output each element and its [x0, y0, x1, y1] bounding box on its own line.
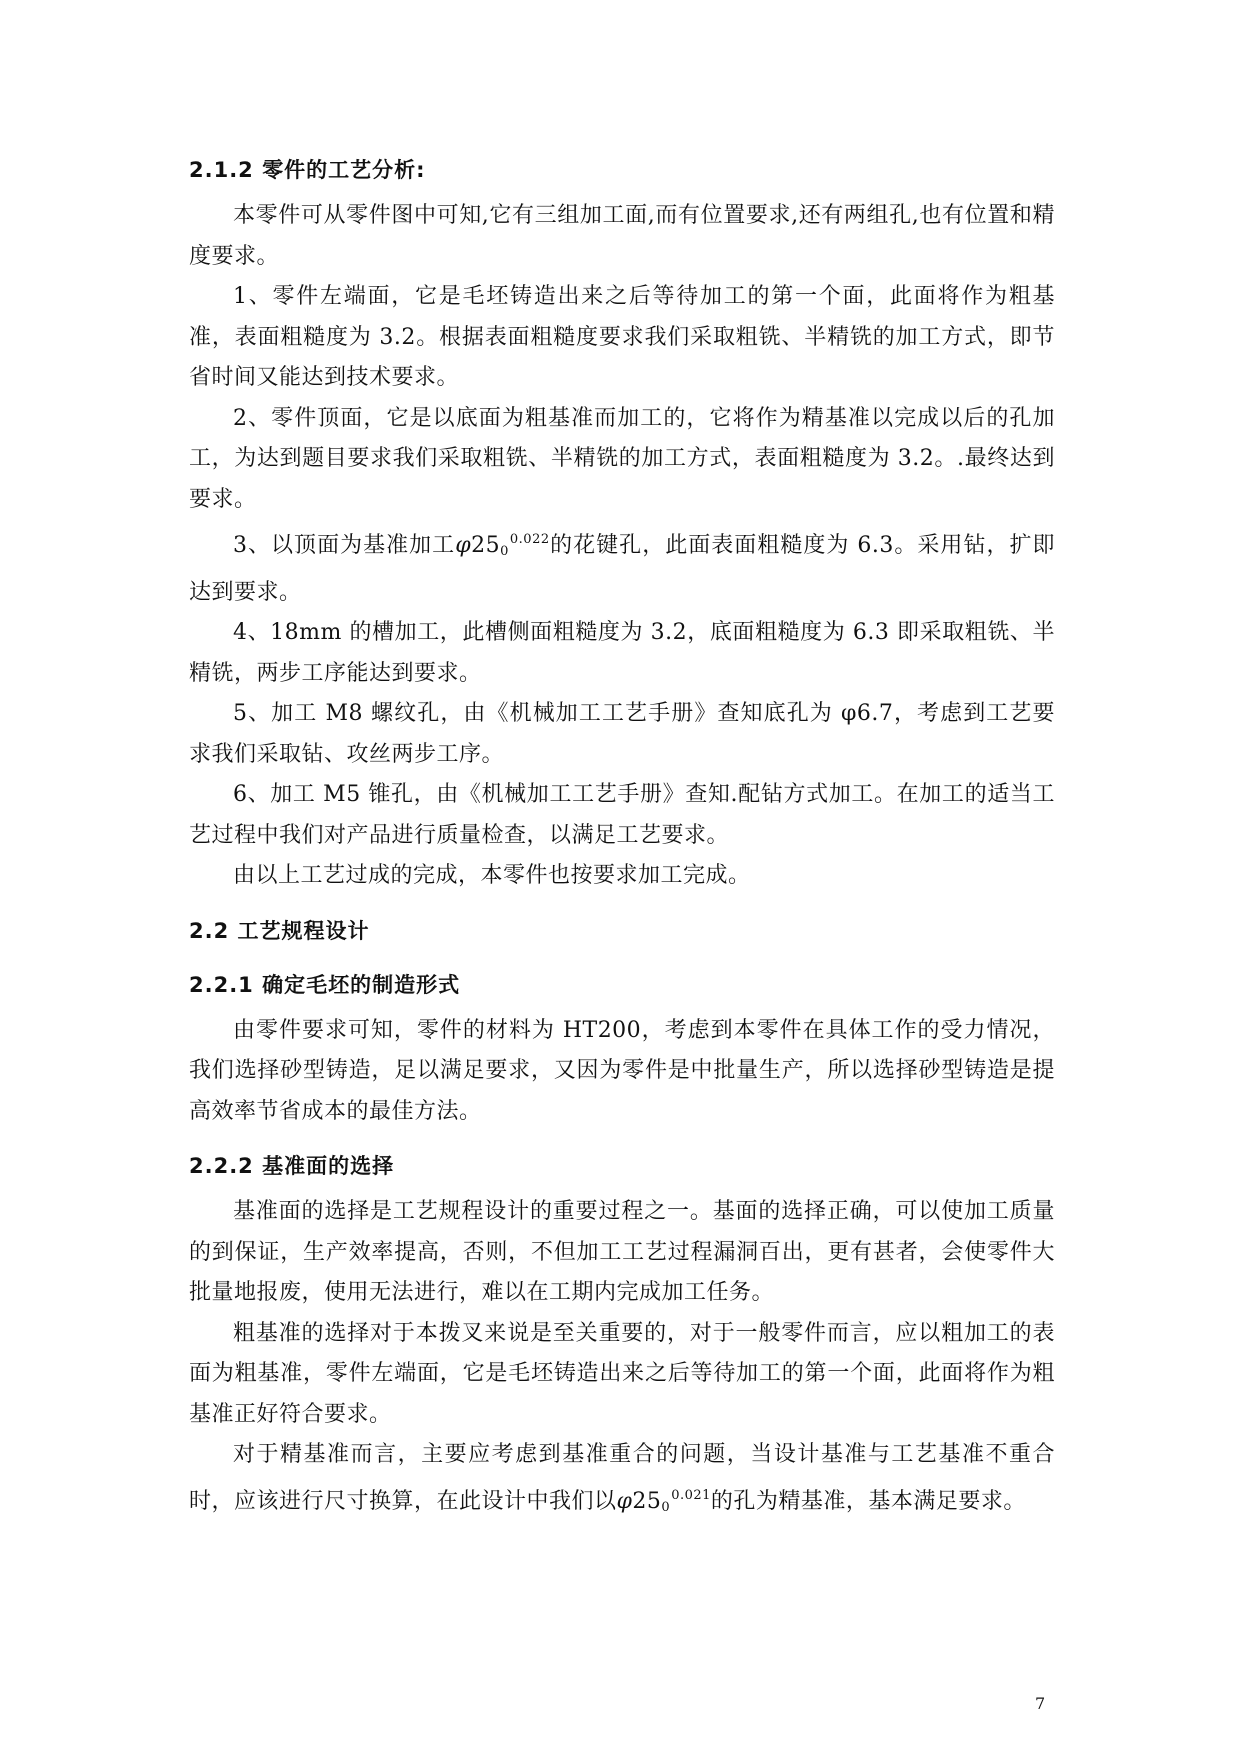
- formula-number: 25: [471, 533, 501, 558]
- paragraph: 基准面的选择是工艺规程设计的重要过程之一。基面的选择正确，可以使加工质量的到保证，生产效率提高，否则，不但加工工艺过程漏洞百出，更有甚者，会使零件大批量地报废，使用无法进行，难以在工期内完成加工任务。: [189, 1199, 1055, 1305]
- paragraph: 6、加工 M5 锥孔，由《机械加工工艺手册》查知.配钻方式加工。在加工的适当工艺过程中我们对产品进行质量检查，以满足工艺要求。: [189, 782, 1055, 848]
- paragraph: 5、加工 M8 螺纹孔，由《机械加工工艺手册》查知底孔为 φ6.7，考虑到工艺要求我们采取钻、攻丝两步工序。: [189, 701, 1055, 767]
- section-heading-2-2-1: 2.2.1 确定毛坯的制造形式: [189, 972, 461, 997]
- section-heading-2-2-2: 2.2.2 基准面的选择: [189, 1154, 395, 1178]
- formula-subscript: 0: [500, 544, 509, 559]
- paragraph: 由零件要求可知，零件的材料为 HT200，考虑到本零件在具体工作的受力情况，我们选择砂型铸造，足以满足要求，又因为零件是中批量生产，所以选择砂型铸造是提高效率节省成本的最佳方法。: [189, 1017, 1055, 1124]
- page-number: 7: [1035, 1694, 1046, 1713]
- paragraph-text: 3、以顶面为基准加工: [233, 533, 456, 558]
- paragraph: 由以上工艺过成的完成，本零件也按要求加工完成。: [233, 863, 751, 888]
- paragraph: 粗基准的选择对于本拨叉来说是至关重要的，对于一般零件而言，应以粗加工的表面为粗基准，零件左端面，它是毛坯铸造出来之后等待加工的第一个面，此面将作为粗基准正好符合要求。: [189, 1320, 1055, 1427]
- paragraph: 4、18mm 的槽加工，此槽侧面粗糙度为 3.2，底面粗糙度为 6.3 即采取粗铣、半精铣，两步工序能达到要求。: [189, 620, 1055, 686]
- phi-symbol: φ: [455, 533, 472, 558]
- paragraph-text: 的孔为精基准，基本满足要求。: [710, 1488, 1026, 1514]
- paragraph-text: 对于精基准而言，主要应考虑到基准重合的问题，当设计基准与工艺基准不重合时，应该进行尺寸换算，在此设计中我们以: [189, 1442, 1055, 1514]
- paragraph: 1、零件左端面，它是毛坯铸造出来之后等待加工的第一个面，此面将作为粗基准，表面粗糙度为 3.2。根据表面粗糙度要求我们采取粗铣、半精铣的加工方式，即节省时间又能达到技术要求。: [189, 284, 1055, 390]
- formula-subscript: 0: [661, 1499, 671, 1515]
- section-heading-2-1-2: 2.1.2 零件的工艺分析:: [189, 158, 426, 182]
- formula-superscript: 0.022: [509, 532, 550, 547]
- formula-number: 25: [632, 1488, 662, 1514]
- paragraph-with-formula: [189, 1435, 1055, 1528]
- formula-superscript: 0.021: [671, 1487, 711, 1503]
- page-content: [189, 150, 1055, 1528]
- paragraph-text: 的花键孔，此面表面粗糙度为 6.3。采用钻，扩即达到要求。: [189, 533, 1056, 605]
- section-heading-2-2: 2.2 工艺规程设计: [189, 918, 370, 943]
- paragraph: 2、零件顶面，它是以底面为粗基准而加工的，它将作为精基准以完成以后的孔加工，为达到题目要求我们采取粗铣、半精铣的加工方式，表面粗糙度为 3.2。.最终达到要求。: [189, 405, 1055, 512]
- paragraph-with-formula: [189, 520, 1055, 613]
- paragraph: 本零件可从零件图中可知,它有三组加工面,而有位置要求,还有两组孔,也有位置和精度要求。: [189, 203, 1055, 269]
- phi-symbol: φ: [616, 1488, 633, 1514]
